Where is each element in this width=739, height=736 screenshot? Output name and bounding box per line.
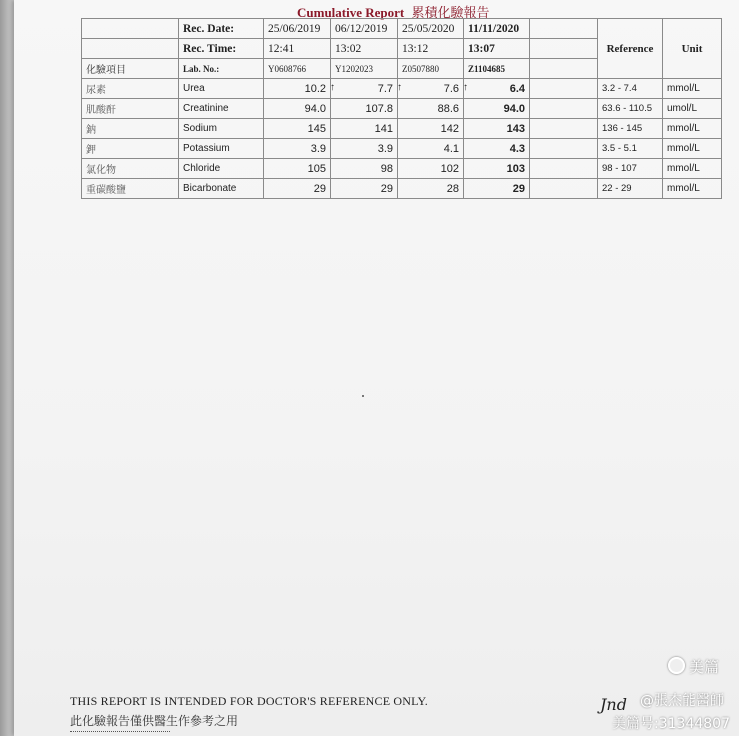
paper-speck bbox=[362, 395, 364, 397]
unit-value: mmol/L bbox=[663, 119, 722, 139]
unit-value: umol/L bbox=[663, 99, 722, 119]
unit-value: mmol/L bbox=[663, 139, 722, 159]
result-col-3: 142 bbox=[398, 119, 464, 139]
test-name-zh: 鈉 bbox=[82, 119, 179, 139]
reference-range: 22 - 29 bbox=[598, 179, 663, 199]
test-name-zh: 重碳酸鹽 bbox=[82, 179, 179, 199]
result-col-2: 141 bbox=[331, 119, 398, 139]
table-row-creatinine bbox=[82, 99, 722, 119]
time-col-2: 13:02 bbox=[331, 39, 398, 59]
blank-cell bbox=[82, 39, 179, 59]
date-col-4: 11/11/2020 bbox=[464, 19, 530, 39]
test-name-en: Urea bbox=[179, 79, 264, 99]
blank-cell bbox=[82, 19, 179, 39]
table-row-potassium bbox=[82, 139, 722, 159]
test-name-en: Sodium bbox=[179, 119, 264, 139]
date-col-1: 25/06/2019 bbox=[264, 19, 331, 39]
high-flag-value: 7.6 ↑ bbox=[444, 83, 459, 95]
rec-date-label: Rec. Date: bbox=[179, 19, 264, 39]
time-col-1: 12:41 bbox=[264, 39, 331, 59]
table-row-urea bbox=[82, 79, 722, 99]
result-col-1 bbox=[264, 79, 331, 99]
cumulative-results-table bbox=[81, 18, 722, 199]
reference-range: 98 - 107 bbox=[598, 159, 663, 179]
result-col-4: 29 bbox=[464, 179, 530, 199]
test-name-en: Bicarbonate bbox=[179, 179, 264, 199]
high-flag-value: 10.2 ↑ bbox=[305, 83, 326, 95]
test-name-en: Creatinine bbox=[179, 99, 264, 119]
reference-range: 3.2 - 7.4 bbox=[598, 79, 663, 99]
blank-cell bbox=[530, 79, 598, 99]
watermark-id: 美篇号:31344807 bbox=[612, 716, 730, 732]
labno-col-2: Y1202023 bbox=[331, 59, 398, 79]
result-col-2 bbox=[331, 79, 398, 99]
time-col-3: 13:12 bbox=[398, 39, 464, 59]
result-col-2: 29 bbox=[331, 179, 398, 199]
footer-cutoff-line bbox=[70, 731, 170, 736]
blank-cell bbox=[530, 19, 598, 39]
result-col-1: 3.9 bbox=[264, 139, 331, 159]
watermark-brand-text: 美篇 bbox=[689, 658, 720, 676]
result-col-2: 98 bbox=[331, 159, 398, 179]
unit-header: Unit bbox=[663, 19, 722, 79]
lab-no-label: Lab. No.: bbox=[179, 59, 264, 79]
blank-cell bbox=[530, 179, 598, 199]
result-col-2: 107.8 bbox=[331, 99, 398, 119]
blank-cell bbox=[530, 59, 598, 79]
blank-cell bbox=[530, 139, 598, 159]
result-col-3: 4.1 bbox=[398, 139, 464, 159]
table-row-bicarbonate bbox=[82, 179, 722, 199]
footer-disclaimer-zh: 此化驗報告僅供醫生作參考之用 bbox=[70, 714, 239, 728]
result-col-3 bbox=[398, 79, 464, 99]
result-col-4: 6.4 bbox=[464, 79, 530, 99]
blank-cell bbox=[530, 159, 598, 179]
result-col-4: 143 bbox=[464, 119, 530, 139]
reference-range: 63.6 - 110.5 bbox=[598, 99, 663, 119]
reference-range: 3.5 - 5.1 bbox=[598, 139, 663, 159]
high-flag-value: 7.7 ↑ bbox=[378, 83, 393, 95]
result-col-1: 94.0 bbox=[264, 99, 331, 119]
watermark-brand bbox=[668, 656, 719, 677]
result-col-1: 29 bbox=[264, 179, 331, 199]
reference-range: 136 - 145 bbox=[598, 119, 663, 139]
blank-cell bbox=[530, 99, 598, 119]
result-col-3: 28 bbox=[398, 179, 464, 199]
result-col-2: 3.9 bbox=[331, 139, 398, 159]
unit-value: mmol/L bbox=[663, 159, 722, 179]
rec-time-label: Rec. Time: bbox=[179, 39, 264, 59]
date-col-2: 06/12/2019 bbox=[331, 19, 398, 39]
reference-header: Reference bbox=[598, 19, 663, 79]
watermark-author: @張杰能醫師 bbox=[640, 693, 724, 709]
meipian-logo-icon bbox=[668, 657, 685, 674]
test-name-en: Potassium bbox=[179, 139, 264, 159]
result-col-3: 102 bbox=[398, 159, 464, 179]
report-title-zh: 累積化驗報告 bbox=[411, 5, 490, 20]
header-row-date bbox=[82, 19, 722, 39]
result-col-4: 103 bbox=[464, 159, 530, 179]
table-row-sodium bbox=[82, 119, 722, 139]
unit-value: mmol/L bbox=[663, 179, 722, 199]
report-title-en: Cumulative Report bbox=[297, 5, 405, 20]
test-name-zh: 鉀 bbox=[82, 139, 179, 159]
test-name-en: Chloride bbox=[179, 159, 264, 179]
labno-col-1: Y0608766 bbox=[264, 59, 331, 79]
test-name-zh: 氯化物 bbox=[82, 159, 179, 179]
test-name-zh: 肌酸酐 bbox=[82, 99, 179, 119]
blank-cell bbox=[530, 39, 598, 59]
date-col-3: 25/05/2020 bbox=[398, 19, 464, 39]
labno-col-4: Z1104685 bbox=[464, 59, 530, 79]
table-row-chloride bbox=[82, 159, 722, 179]
item-label-zh: 化驗項目 bbox=[82, 59, 179, 79]
unit-value: mmol/L bbox=[663, 79, 722, 99]
labno-col-3: Z0507880 bbox=[398, 59, 464, 79]
result-col-4: 94.0 bbox=[464, 99, 530, 119]
blank-cell bbox=[530, 119, 598, 139]
result-col-3: 88.6 bbox=[398, 99, 464, 119]
doctor-signature: Jnd bbox=[600, 695, 627, 714]
result-col-1: 145 bbox=[264, 119, 331, 139]
result-col-4: 4.3 bbox=[464, 139, 530, 159]
result-col-1: 105 bbox=[264, 159, 331, 179]
time-col-4: 13:07 bbox=[464, 39, 530, 59]
test-name-zh: 尿素 bbox=[82, 79, 179, 99]
footer-disclaimer-en: THIS REPORT IS INTENDED FOR DOCTOR'S REFERENCE ONLY. bbox=[70, 694, 429, 708]
